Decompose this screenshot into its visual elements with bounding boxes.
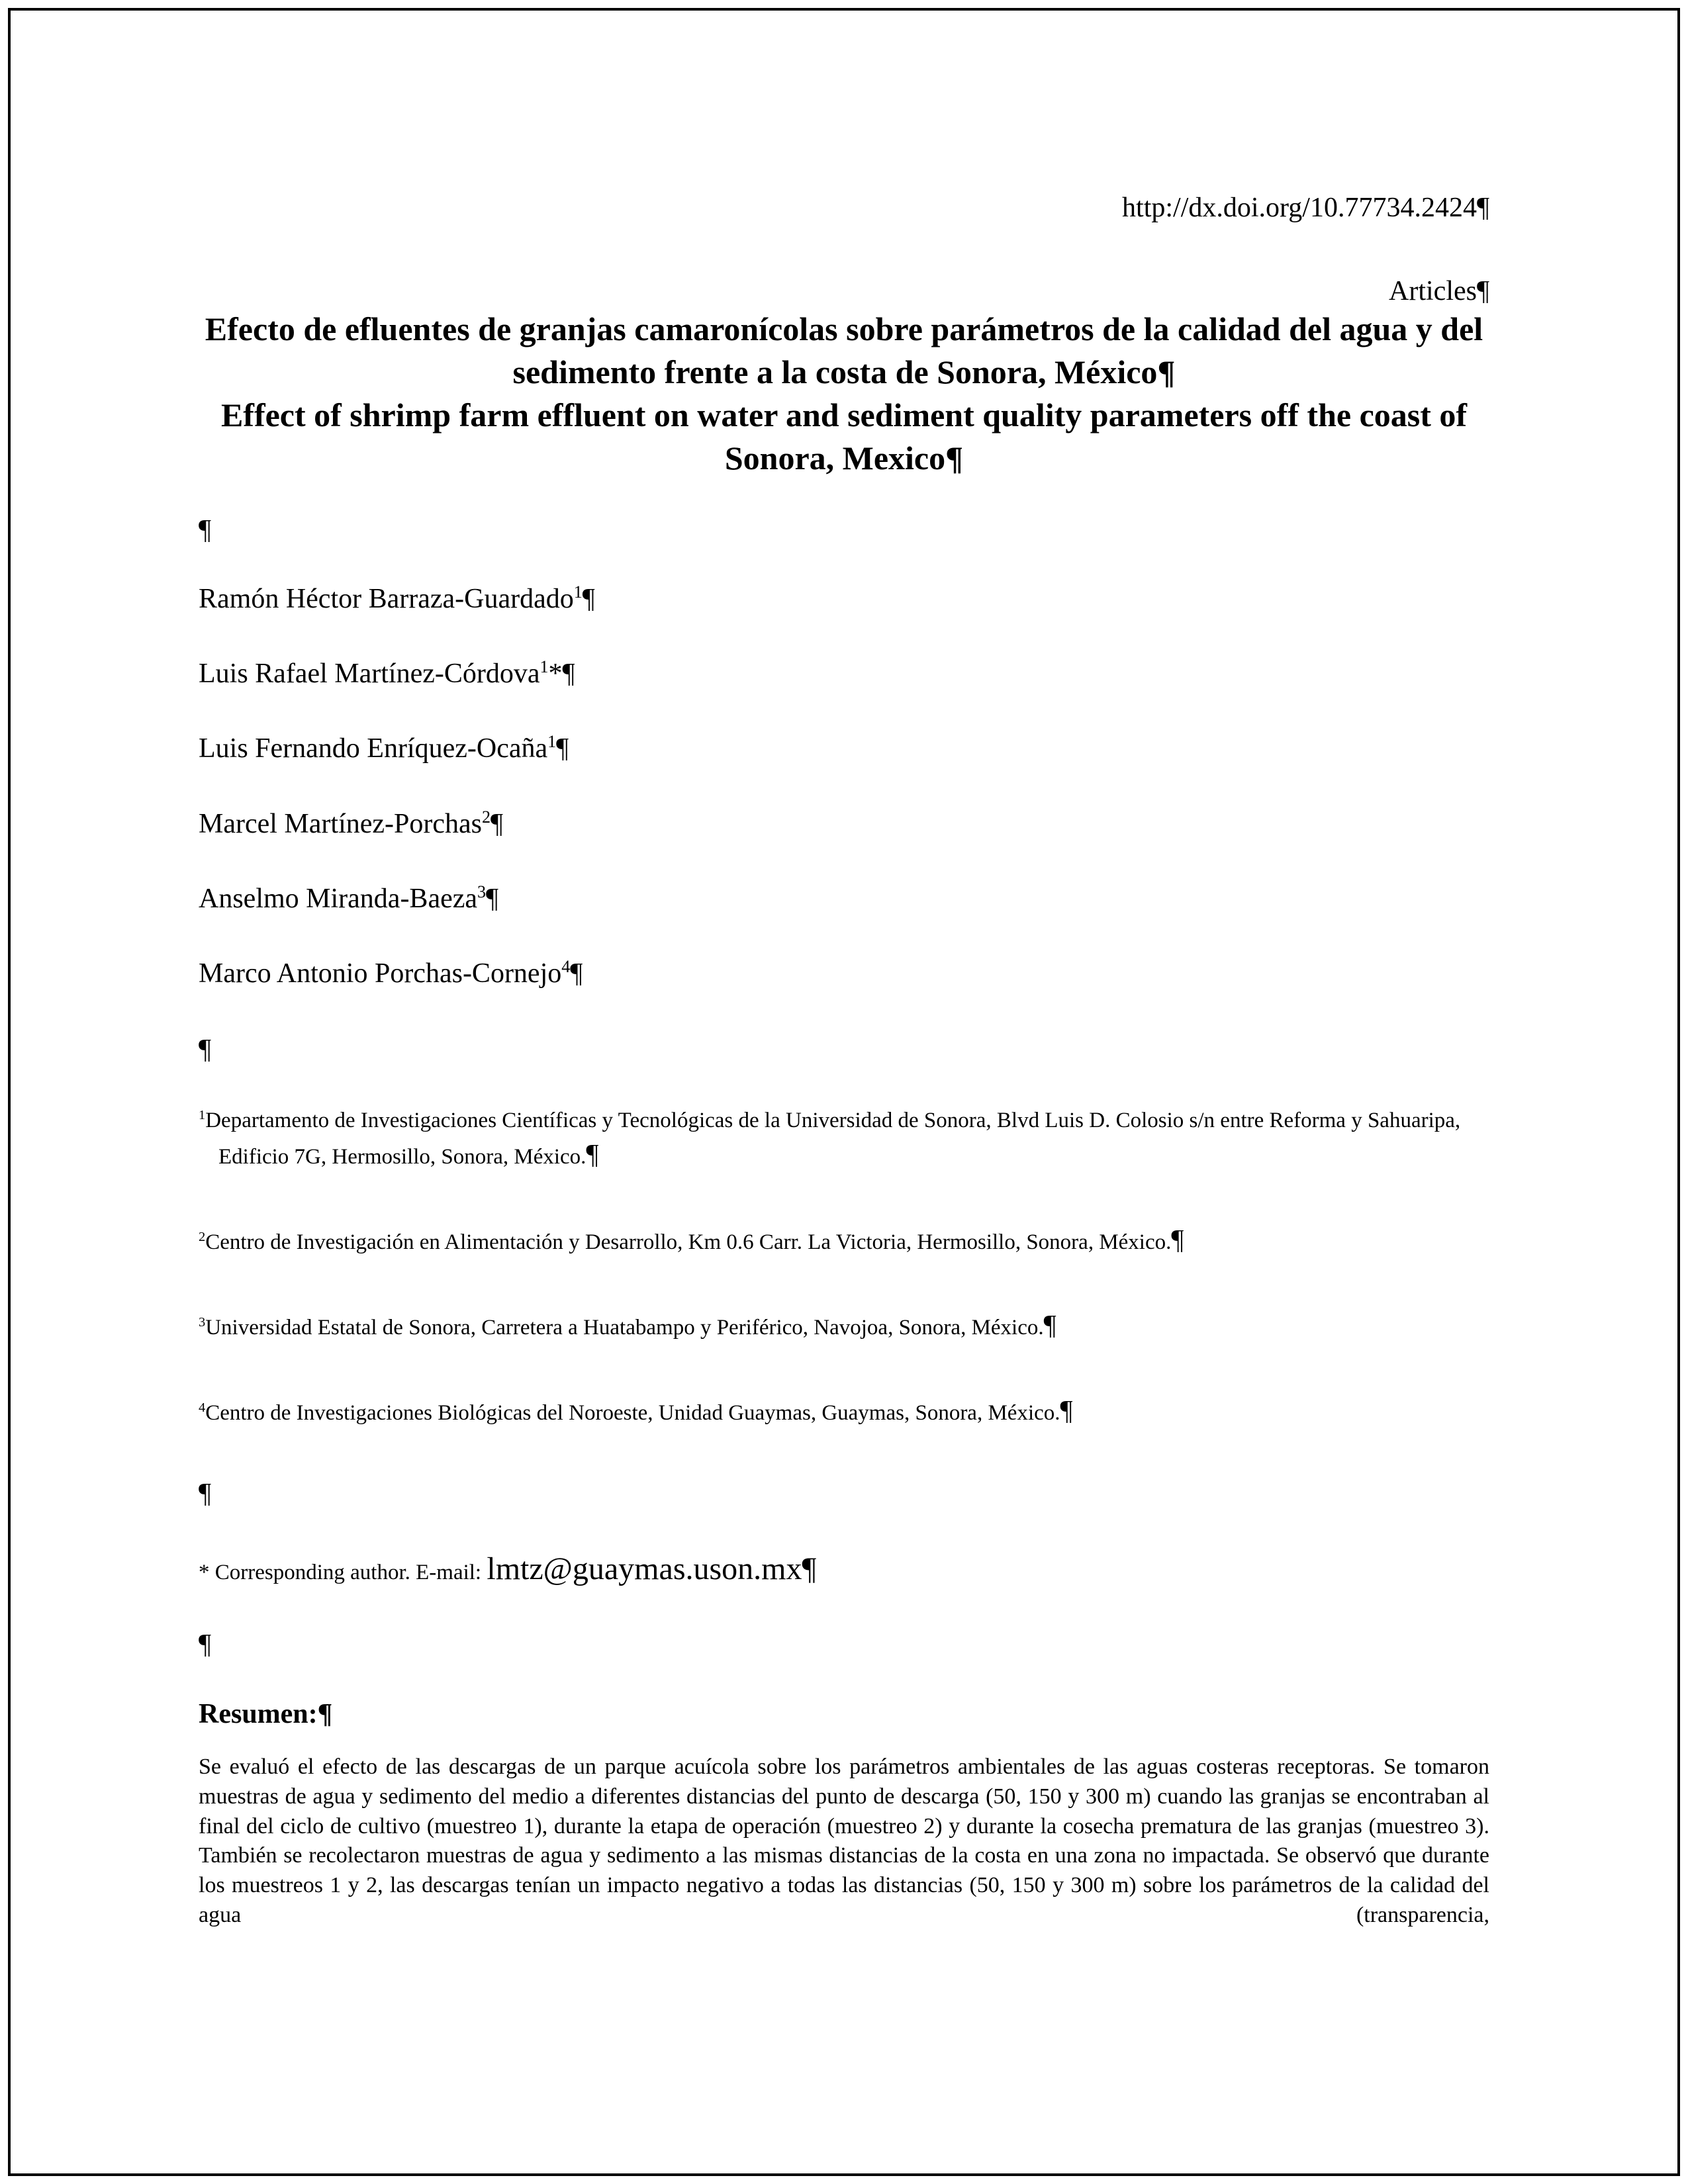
pilcrow: ¶ bbox=[556, 733, 569, 764]
author-name: Marcel Martínez-Porchas bbox=[199, 808, 482, 839]
author-name: Marco Antonio Porchas-Cornejo bbox=[199, 958, 562, 989]
pilcrow: ¶ bbox=[562, 659, 575, 690]
pilcrow: ¶ bbox=[570, 958, 583, 989]
pilcrow: ¶ bbox=[586, 1140, 599, 1171]
author-superscript: 2 bbox=[481, 807, 491, 827]
affiliation-text: Departamento de Investigaciones Científicas y Tecnológicas de la Universidad de Sonora, Blvd Luis D. Colosio s/n entre Reforma y Sahuaripa, Edificio 7G, Hermosillo, Sonora, México. bbox=[205, 1108, 1461, 1169]
pilcrow: ¶ bbox=[199, 1479, 212, 1510]
author-name: Anselmo Miranda-Baeza bbox=[199, 884, 478, 915]
title-english bbox=[199, 394, 1489, 480]
pilcrow: ¶ bbox=[1171, 1224, 1184, 1255]
author-line bbox=[199, 958, 1489, 989]
author-line bbox=[199, 808, 1489, 840]
author-superscript: 3 bbox=[477, 882, 487, 902]
corresponding-author-line bbox=[199, 1550, 1489, 1588]
doi-text: http://dx.doi.org/10.77734.2424 bbox=[1122, 193, 1477, 223]
title-spanish-text: Efecto de efluentes de granjas camaronícolas sobre parámetros de la calidad del agua y del sedimento frente a la costa de Sonora, México bbox=[205, 310, 1483, 390]
author-superscript: 1 bbox=[573, 582, 583, 602]
author-superscript: 1 bbox=[547, 732, 557, 752]
affiliation-text: Centro de Investigación en Alimentación y Desarrollo, Km 0.6 Carr. La Victoria, Hermosillo, Sonora, México. bbox=[205, 1230, 1172, 1254]
author-superscript: 4 bbox=[561, 957, 571, 977]
pilcrow: ¶ bbox=[1157, 353, 1176, 390]
affiliation-superscript: 2 bbox=[199, 1229, 206, 1244]
doi-line bbox=[199, 192, 1489, 224]
pilcrow: ¶ bbox=[491, 808, 504, 839]
abstract-text: Se evaluó el efecto de las descargas de un parque acuícola sobre los parámetros ambientales de las aguas costeras receptoras. Se tomaron muestras de agua y sedimento del medio a diferentes distancias del punto de descarga (50, 150 y 300 m) cuando las granjas se encontraban al final del ciclo de cultivo (muestreo 1), durante la etapa de operación (muestreo 2) y durante la cosecha prematura de las granjas (muestreo 3). También se recolectaron muestras de agua y sedimento a las mismas distancias de la costa en una zona no impactada. Se observó que durante los muestreos 1 y 2, las descargas tenían un impacto negativo a todas las distancias (50, 150 y 300 m) sobre los parámetros de la calidad del agua (transparencia, bbox=[199, 1754, 1489, 1928]
author-line bbox=[199, 883, 1489, 915]
abstract-heading bbox=[199, 1698, 1489, 1730]
pilcrow: ¶ bbox=[317, 1698, 333, 1729]
pilcrow: ¶ bbox=[1060, 1395, 1073, 1426]
pilcrow: ¶ bbox=[1043, 1310, 1056, 1341]
pilcrow: ¶ bbox=[1476, 193, 1489, 223]
author-superscript: 1 bbox=[539, 657, 549, 677]
abstract-heading-text: Resumen: bbox=[199, 1698, 318, 1729]
title-spanish bbox=[199, 308, 1489, 394]
pilcrow: ¶ bbox=[945, 439, 964, 477]
pilcrow: ¶ bbox=[199, 1034, 212, 1065]
author-name: Luis Rafael Martínez-Córdova bbox=[199, 659, 540, 690]
author-name: Ramón Héctor Barraza-Guardado bbox=[199, 583, 574, 614]
empty-paragraph bbox=[199, 1034, 1489, 1066]
pilcrow: ¶ bbox=[1476, 276, 1489, 307]
pilcrow: ¶ bbox=[582, 583, 595, 614]
section-label-text: Articles bbox=[1389, 276, 1477, 307]
pilcrow: ¶ bbox=[802, 1551, 817, 1586]
author-line bbox=[199, 658, 1489, 690]
pilcrow: ¶ bbox=[199, 1629, 212, 1661]
title-english-text: Effect of shrimp farm effluent on water and sediment quality parameters off the coast of Sonora, Mexico bbox=[220, 396, 1468, 477]
pilcrow: ¶ bbox=[199, 514, 212, 545]
affiliation-superscript: 1 bbox=[199, 1107, 206, 1122]
affiliation-line bbox=[199, 1392, 1489, 1431]
author-line bbox=[199, 733, 1489, 764]
page-content bbox=[199, 0, 1489, 1931]
affiliation-superscript: 4 bbox=[199, 1400, 206, 1415]
affiliation-superscript: 3 bbox=[199, 1314, 206, 1330]
author-line bbox=[199, 583, 1489, 615]
section-label bbox=[199, 275, 1489, 307]
pilcrow: ¶ bbox=[486, 884, 499, 915]
empty-paragraph bbox=[199, 514, 1489, 546]
affiliation-line bbox=[199, 1306, 1489, 1345]
corresponding-email: lmtz@guaymas.uson.mx bbox=[487, 1551, 802, 1586]
affiliation-line bbox=[199, 1221, 1489, 1260]
affiliation-text: Universidad Estatal de Sonora, Carretera a Huatabampo y Periférico, Navojoa, Sonora, México. bbox=[205, 1315, 1044, 1340]
author-name: Luis Fernando Enríquez-Ocaña bbox=[199, 733, 548, 764]
empty-paragraph bbox=[199, 1629, 1489, 1661]
empty-paragraph bbox=[199, 1478, 1489, 1510]
affiliation-line bbox=[199, 1105, 1489, 1175]
author-mark: * bbox=[548, 659, 563, 690]
corresponding-prefix: * Corresponding author. E-mail: bbox=[199, 1560, 487, 1584]
affiliation-text: Centro de Investigaciones Biológicas del Noroeste, Unidad Guaymas, Guaymas, Sonora, México. bbox=[205, 1400, 1060, 1425]
